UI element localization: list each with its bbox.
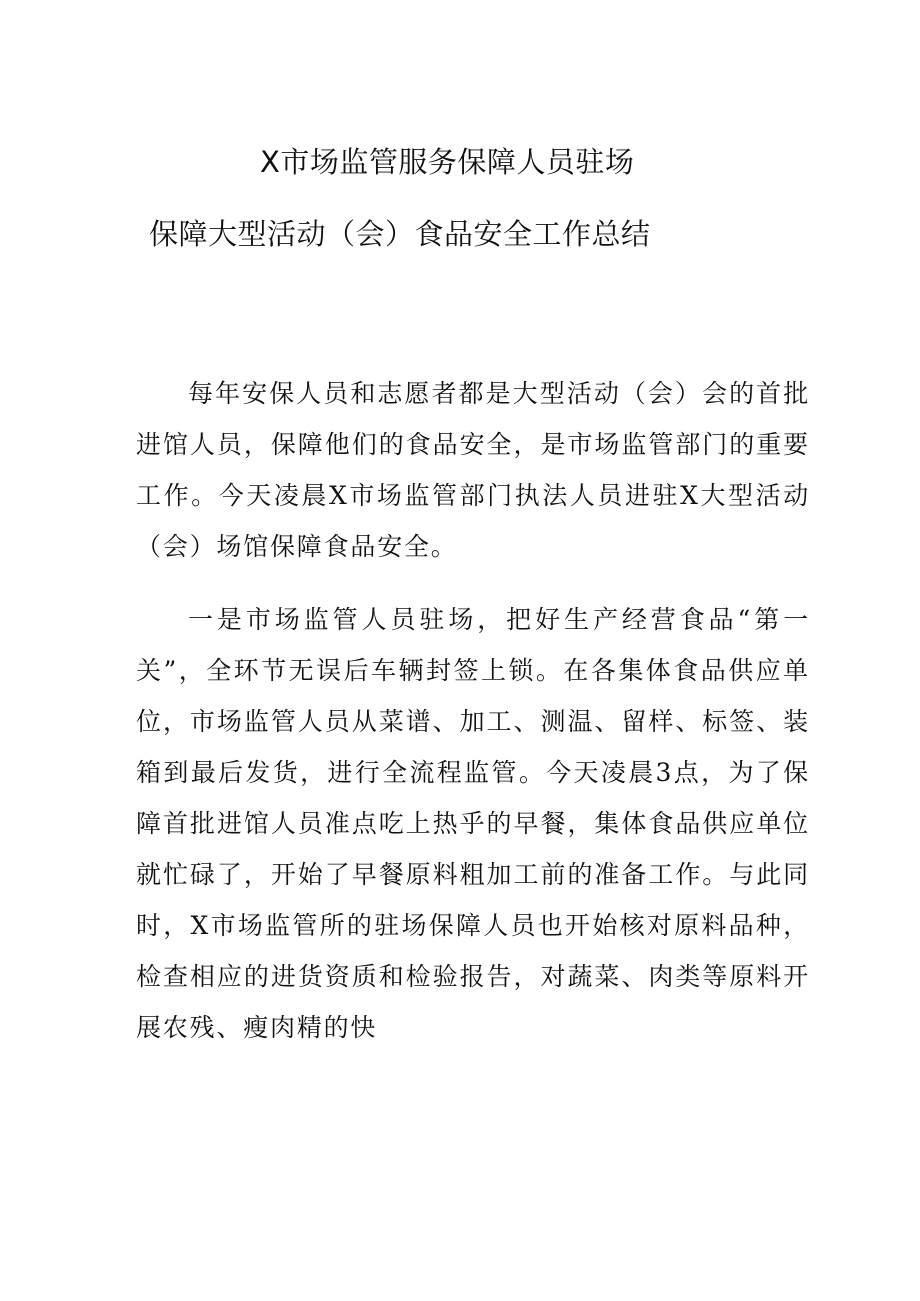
- document-body: [136, 368, 810, 1053]
- document-title-line-2: 保障大型活动（会）食品安全工作总结: [149, 217, 651, 251]
- paragraph-intro: 每年安保人员和志愿者都是大型活动（会）会的首批进馆人员，保障他们的食品安全，是市场监管部门的重要工作。今天凌晨X市场监管部门执法人员进驻X大型活动（会）场馆保障食品安全。: [136, 379, 810, 561]
- document-title-line-1: X市场监管服务保障人员驻场: [260, 145, 635, 179]
- paragraph-point-one: 一是市场监管人员驻场，把好生产经营食品“第一关”，全环节无误后车辆封签上锁。在各集体食品供应单位，市场监管人员从菜谱、加工、测温、留样、标签、装箱到最后发货，进行全流程监管。今天凌晨3点，为了保障首批进馆人员准点吃上热乎的早餐，集体食品供应单位就忙碌了，开始了早餐原料粗加工前的准备工作。与此同时，X市场监管所的驻场保障人员也开始核对原料品种，检查相应的进货资质和检验报告，对蔬菜、肉类等原料开展农残、瘦肉精的快: [136, 605, 810, 1042]
